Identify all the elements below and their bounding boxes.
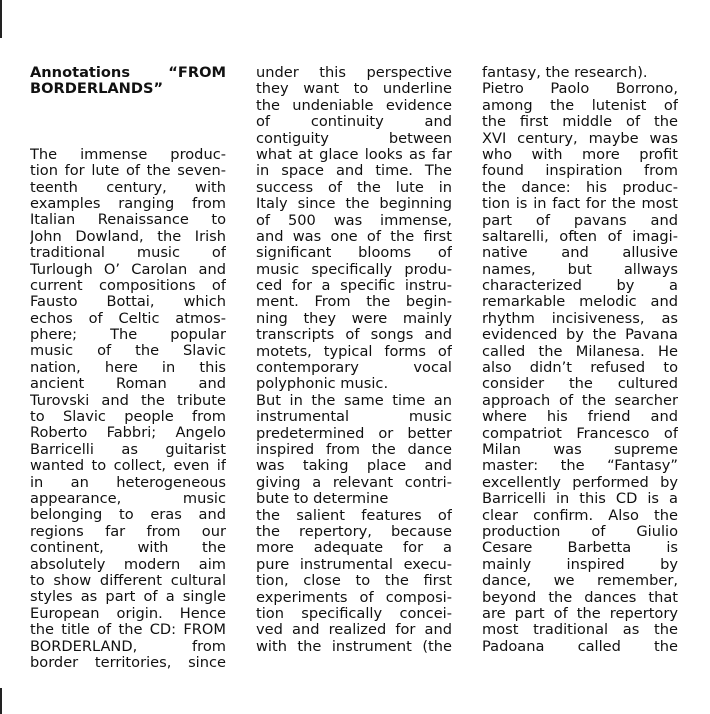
text-line: consider the cultured (482, 376, 678, 393)
text-line: part of pavans and (482, 212, 678, 229)
text-line: Turovski and the tribute (30, 392, 226, 409)
page-edge-mark-bottom (0, 688, 2, 714)
text-line: ved and realized for and (256, 622, 452, 639)
text-line: styles as part of a single (30, 589, 226, 606)
column-2-body (256, 65, 452, 655)
text-line: echos of Celtic atmos- (30, 310, 226, 327)
text-line: the first middle of the (482, 114, 678, 131)
text-line: border territories, since (30, 654, 226, 671)
text-line: names, but allways (482, 261, 678, 278)
text-line: belonging to eras and (30, 507, 226, 524)
text-line: traditional music of (30, 245, 226, 262)
text-line: Cesare Barbetta is (482, 540, 678, 557)
text-line: what at glace looks as far (256, 146, 452, 163)
column-3-body (482, 65, 678, 655)
text-line: ced for a specific instru- (256, 278, 452, 295)
text-line: regions far from our (30, 523, 226, 540)
text-line: called the Milanesa. He (482, 343, 678, 360)
text-line: of 500 was immense, (256, 212, 452, 229)
text-line: contiguity between (256, 130, 452, 147)
text-line: Fausto Bottai, which (30, 294, 226, 311)
text-line: predetermined or better (256, 425, 452, 442)
text-line: more adequate for a (256, 540, 452, 557)
text-line: to Slavic people from (30, 409, 226, 426)
heading-line: Annotations “FROM (30, 65, 226, 81)
text-line: transcripts of songs and (256, 327, 452, 344)
text-line: the undeniable evidence (256, 97, 452, 114)
text-line: polyphonic music. (256, 375, 389, 393)
text-line: But in the same time an (256, 392, 452, 409)
column-1 (30, 65, 226, 671)
text-line: they want to underline (256, 81, 452, 98)
text-line: bute to determine (256, 490, 389, 508)
text-line: giving a relevant contri- (256, 474, 452, 491)
text-line: where his friend and (482, 409, 678, 426)
text-line: current compositions of (30, 277, 226, 294)
text-line: appearance, music (30, 490, 226, 507)
text-line: XVI century, maybe was (482, 130, 678, 147)
text-line: Roberto Fabbri; Angelo (30, 425, 226, 442)
text-line: approach of the searcher (482, 392, 678, 409)
text-line: saltarelli, often of imagi- (482, 228, 678, 245)
text-line: examples ranging from (30, 195, 226, 212)
text-line: are part of the repertory (482, 605, 678, 622)
text-line: contemporary vocal (256, 360, 452, 377)
text-line: compatriot Francesco of (482, 425, 678, 442)
text-line: BORDERLAND, from (30, 638, 226, 655)
page-edge-mark-top (0, 0, 2, 38)
text-line: with the instrument (the (256, 638, 452, 655)
text-line: dance, we remember, (482, 573, 678, 590)
text-line: continent, with the (30, 540, 226, 557)
text-line: Turlough O’ Carolan and (30, 261, 226, 278)
text-line: tion specifically concei- (256, 605, 452, 622)
text-line: to show different cultural (30, 572, 226, 589)
text-line: of continuity and (256, 114, 452, 131)
text-line: inspired from the dance (256, 441, 452, 458)
text-line: music specifically produ- (256, 261, 452, 278)
text-line: the salient features of (256, 507, 452, 524)
text-line: European origin. Hence (30, 605, 226, 622)
text-line: fantasy, the research). (482, 64, 648, 81)
text-line: also didn’t refused to (482, 360, 678, 377)
text-line: success of the lute in (256, 179, 452, 196)
text-line: in an heterogeneous (30, 474, 226, 491)
text-line: wanted to collect, even if (30, 458, 226, 475)
text-line: music of the Slavic (30, 343, 226, 360)
text-line: most traditional as the (482, 622, 678, 639)
column-3 (482, 65, 678, 655)
text-line: Italian Renaissance to (30, 212, 226, 229)
text-line: who with more profit (482, 146, 678, 163)
text-line: and was one of the first (256, 228, 452, 245)
text-line: tion for lute of the seven- (30, 163, 226, 180)
text-line: Barricelli as guitarist (30, 441, 226, 458)
text-line: the repertory, because (256, 523, 452, 540)
heading-line: BORDERLANDS” (30, 80, 164, 98)
text-line: remarkable melodic and (482, 294, 678, 311)
text-line: Pietro Paolo Borrono, (482, 81, 678, 98)
text-line: in space and time. The (256, 163, 452, 180)
text-line: beyond the dances that (482, 589, 678, 606)
text-line: ment. From the begin- (256, 294, 452, 311)
text-line: absolutely modern aim (30, 556, 226, 573)
text-line: mainly inspired by (482, 556, 678, 573)
text-line: native and allusive (482, 245, 678, 262)
text-line: ancient Roman and (30, 376, 226, 393)
text-line: evidenced by the Pavana (482, 327, 678, 344)
text-line: was taking place and (256, 458, 452, 475)
text-line: among the lutenist of (482, 97, 678, 114)
text-line: teenth century, with (30, 179, 226, 196)
text-line: excellently performed by (482, 474, 678, 491)
text-line: John Dowland, the Irish (30, 228, 226, 245)
column-1-body (30, 147, 226, 672)
text-line: under this perspective (256, 65, 452, 81)
text-line: ning they were mainly (256, 310, 452, 327)
text-line: Milan was supreme (482, 441, 678, 458)
text-line: experiments of composi- (256, 589, 452, 606)
text-line: The immense produc- (30, 146, 226, 163)
text-line: Italy since the beginning (256, 196, 452, 213)
text-line: clear confirm. Also the (482, 507, 678, 524)
text-line: master: the “Fantasy” (482, 458, 678, 475)
text-line: pure instrumental execu- (256, 556, 452, 573)
text-line: nation, here in this (30, 359, 226, 376)
text-line: production of Giulio (482, 523, 678, 540)
text-line: motets, typical forms of (256, 343, 452, 360)
text-line: Padoana called the (482, 638, 678, 655)
text-line: tion, close to the first (256, 573, 452, 590)
text-line: found inspiration from (482, 163, 678, 180)
heading-gap (30, 98, 226, 147)
text-line: rhythm incisiveness, as (482, 310, 678, 327)
text-line: tion is in fact for the most (482, 196, 678, 213)
text-line: characterized by a (482, 278, 678, 295)
text-line: phere; The popular (30, 327, 226, 344)
text-line: Barricelli in this CD is a (482, 491, 678, 508)
text-line: significant blooms of (256, 245, 452, 262)
text-line: the dance: his produc- (482, 179, 678, 196)
text-line: instrumental music (256, 409, 452, 426)
column-2 (256, 65, 452, 655)
text-line: the title of the CD: FROM (30, 622, 226, 639)
